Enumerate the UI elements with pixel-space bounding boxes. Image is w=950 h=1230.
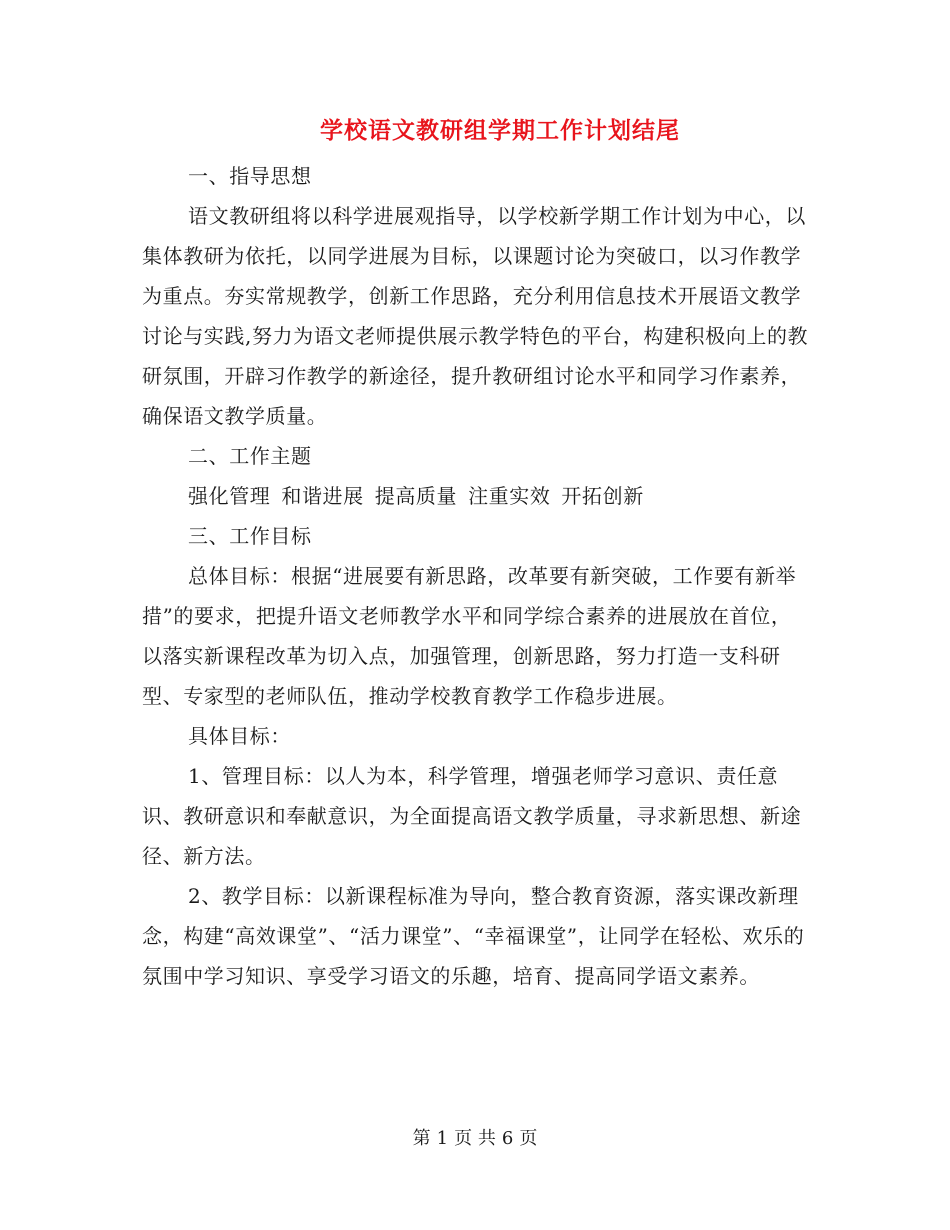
footer-middle: 页 共 xyxy=(454,1128,496,1149)
footer-suffix: 页 xyxy=(519,1128,538,1149)
document-body xyxy=(142,156,812,996)
work-theme-text: 强化管理 和谐进展 提高质量 注重实效 开拓创新 xyxy=(188,484,644,508)
paragraph-teaching-goal: 2、教学目标：以新课程标准为导向，整合教育资源，落实课改新理念，构建“高效课堂”、“活力课堂”、“幸福课堂”，让同学在轻松、欢乐的氛围中学习知识、享受学习语文的乐趣，培育、提高同学语文素养。 xyxy=(142,884,805,988)
footer-total-pages: 6 xyxy=(501,1128,514,1149)
paragraph-overall-goal: 总体目标：根据“进展要有新思路，改革要有新突破，工作要有新举措”的要求，把提升语文老师教学水平和同学综合素养的进展放在首位，以落实新课程改革为切入点，加强管理，创新思路，努力打造一支科研型、专家型的老师队伍，推动学校教育教学工作稳步进展。 xyxy=(142,564,797,708)
page-footer xyxy=(0,1124,950,1150)
page-title: 学校语文教研组学期工作计划结尾 xyxy=(320,117,680,144)
paragraph-management-goal: 1、管理目标：以人为本，科学管理，增强老师学习意识、责任意识、教研意识和奉献意识，为全面提高语文教学质量，寻求新思想、新途径、新方法。 xyxy=(142,764,802,868)
section-heading-guiding-ideology: 一、指导思想 xyxy=(188,164,312,188)
paragraph-guiding-ideology: 语文教研组将以科学进展观指导，以学校新学期工作计划为中心，以集体教研为依托，以同学进展为目标，以课题讨论为突破口，以习作教学为重点。夯实常规教学，创新工作思路，充分利用信息技术开展语文教学讨论与实践,努力为语文老师提供展示教学特色的平台，构建积极向上的教研氛围，开辟习作教学的新途径，提升教研组讨论水平和同学习作素养，确保语文教学质量。 xyxy=(142,204,809,428)
footer-page-number: 1 xyxy=(436,1128,449,1149)
footer-prefix: 第 xyxy=(412,1128,431,1149)
section-heading-work-theme: 二、工作主题 xyxy=(188,444,312,468)
section-heading-work-goals: 三、工作目标 xyxy=(188,524,312,548)
subheading-specific-goals: 具体目标： xyxy=(188,724,291,748)
